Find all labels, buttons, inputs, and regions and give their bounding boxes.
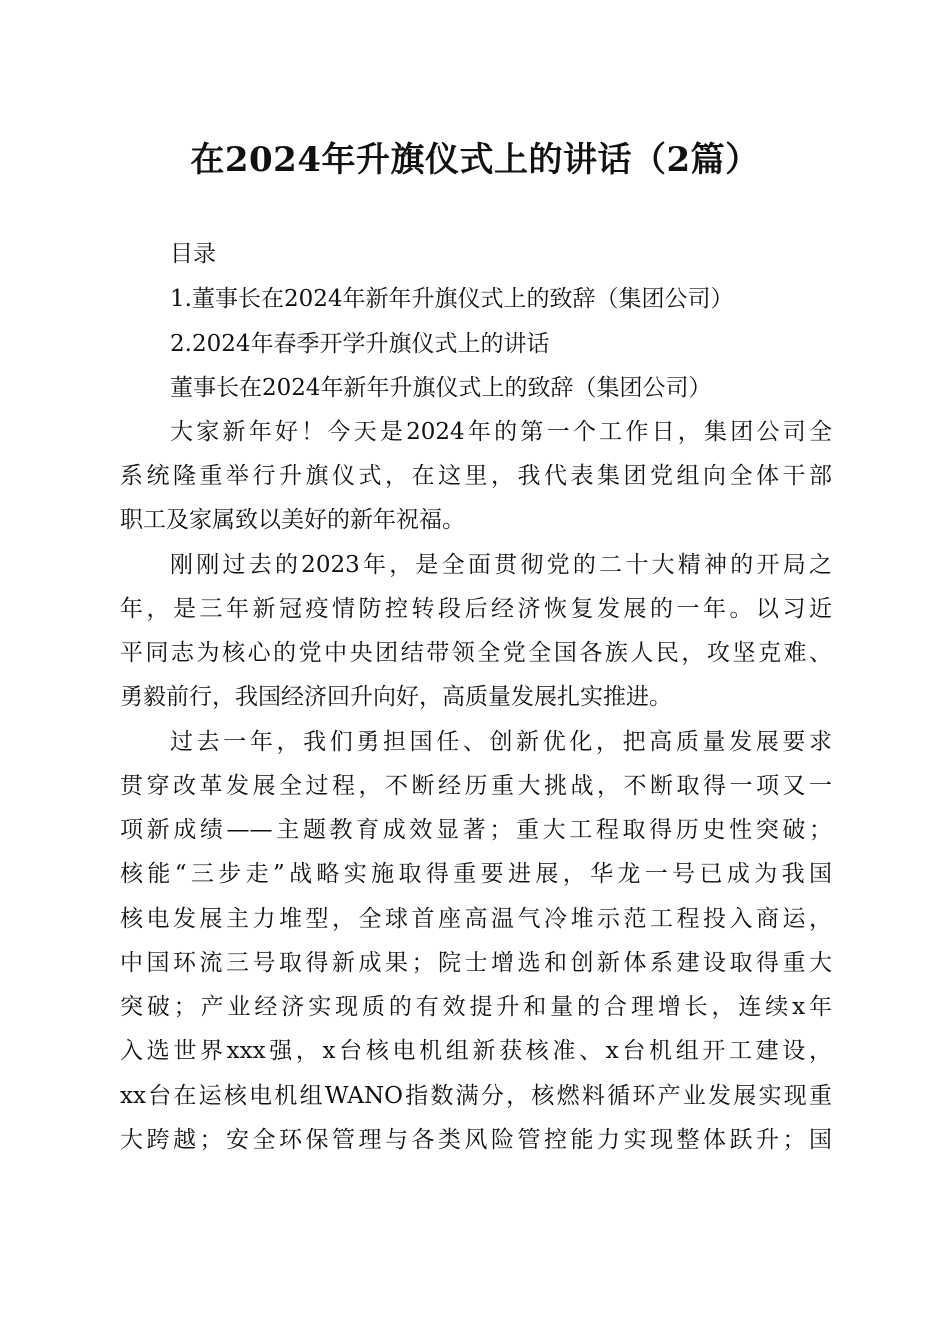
body-line: 年，是三年新冠疫情防控转段后经济恢复发展的一年。以习近	[120, 596, 832, 622]
body-line: 系统隆重举行升旗仪式，在这里，我代表集团党组向全体干部	[120, 463, 832, 489]
body-line: 刚刚过去的2023年，是全面贯彻党的二十大精神的开局之	[170, 552, 832, 578]
document-title: 在2024年升旗仪式上的讲话（2篇）	[190, 140, 760, 180]
toc-item: 2.2024年春季开学升旗仪式上的讲话	[170, 331, 550, 357]
body-line: 大跨越；安全环保管理与各类风险管控能力实现整体跃升；国	[120, 1127, 832, 1153]
body-line: 大家新年好！今天是2024年的第一个工作日，集团公司全	[170, 419, 832, 445]
body-line: 贯穿改革发展全过程，不断经历重大挑战，不断取得一项又一	[120, 773, 832, 799]
body-line: xx台在运核电机组WANO指数满分，核燃料循环产业发展实现重	[120, 1083, 832, 1109]
toc-item: 1.董事长在2024年新年升旗仪式上的致辞（集团公司）	[170, 286, 734, 312]
body-line: 突破；产业经济实现质的有效提升和量的合理增长，连续x年	[120, 994, 832, 1020]
toc-heading: 目录	[170, 241, 216, 267]
body-line: 中国环流三号取得新成果；院士增选和创新体系建设取得重大	[120, 950, 832, 976]
body-line: 核能“三步走”战略实施取得重要进展，华龙一号已成为我国	[120, 861, 832, 887]
body-line: 过去一年，我们勇担国任、创新优化，把高质量发展要求	[170, 729, 832, 755]
body-line: 入选世界xxx强，x台核电机组新获核准、x台机组开工建设，	[120, 1038, 832, 1064]
body-line: 项新成绩——主题教育成效显著；重大工程取得历史性突破；	[120, 817, 832, 843]
body-line: 勇毅前行，我国经济回升向好，高质量发展扎实推进。	[120, 684, 672, 710]
body-line: 职工及家属致以美好的新年祝福。	[120, 507, 465, 533]
body-line: 核电发展主力堆型，全球首座高温气冷堆示范工程投入商运，	[120, 906, 832, 932]
section-heading: 董事长在2024年新年升旗仪式上的致辞（集团公司）	[170, 375, 712, 401]
body-line: 平同志为核心的党中央团结带领全党全国各族人民，攻坚克难、	[120, 640, 832, 666]
